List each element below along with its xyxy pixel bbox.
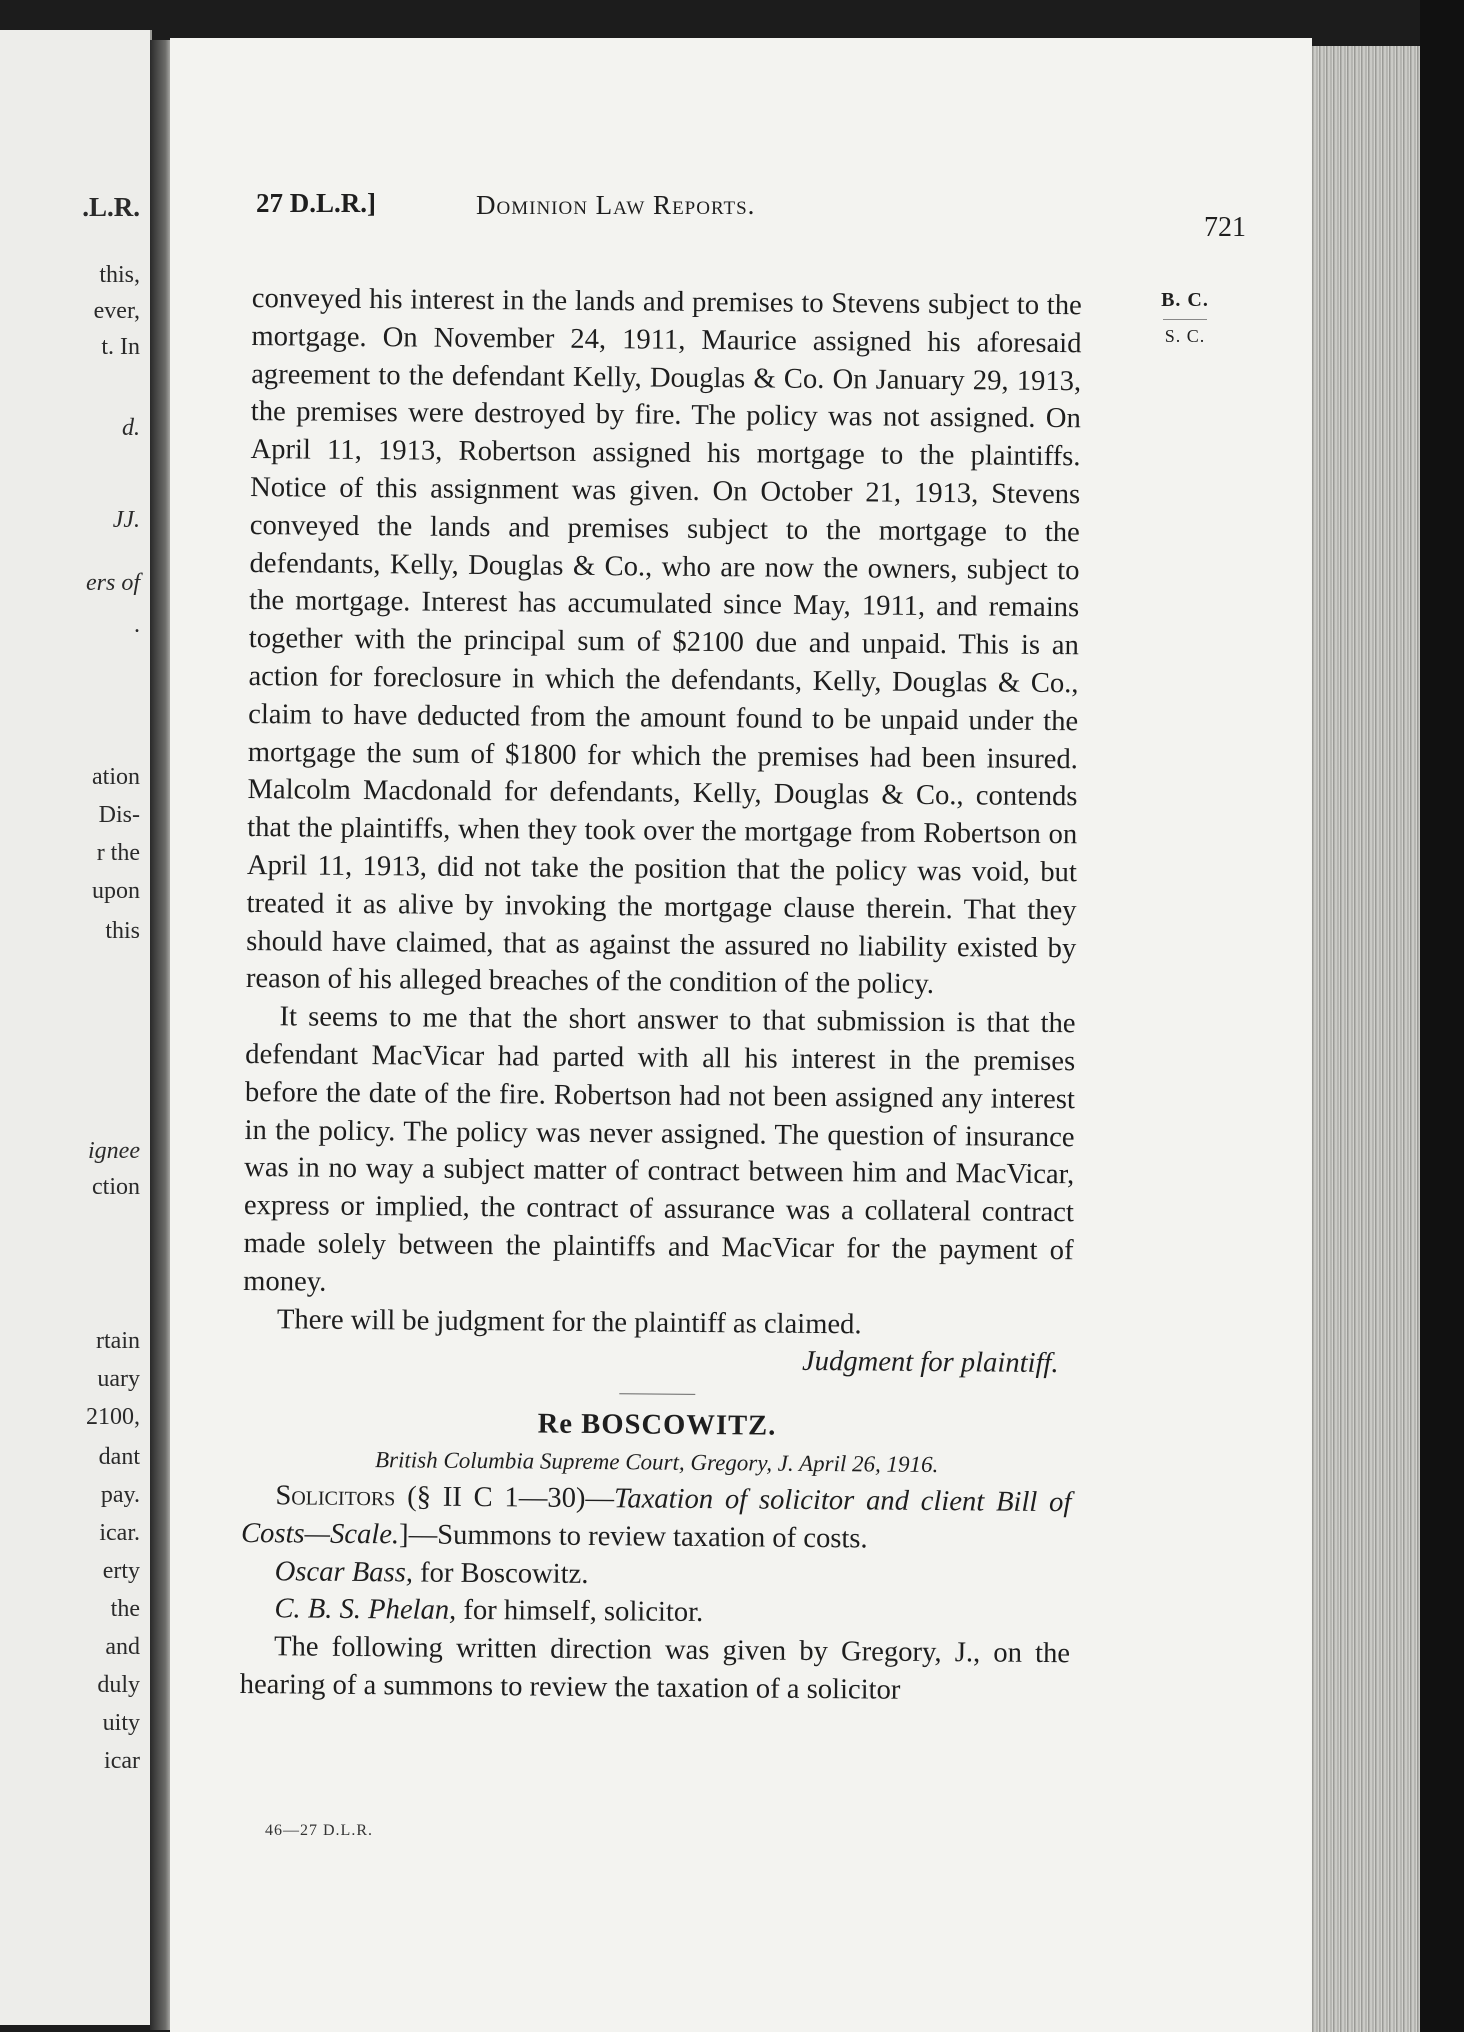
case-separator [619, 1393, 695, 1395]
left-page-fragment: and [105, 1634, 140, 1660]
paragraph-1: conveyed his interest in the lands and premises to Stevens subject to the mortgage. On November 24, 1911, Maurice assigned his aforesaid agreement to the defendant Kelly, Douglas & Co. On January 29, 1913, the premises were destroyed by fire. The policy was not assigned. On April 11, 1913, Robertson assigned his mortgage to the plaintiffs. Notice of this assignment was given. On October 21, 1913, Stevens conveyed the lands and premises subject to the mortgage to the defendants, Kelly, Douglas & Co., who are now the owners, subject to the mortgage. Interest has accumulated since May, 1911, and remains together with the principal sum of $2100 due and unpaid. This is an action for foreclosure in which the defendants, Kelly, Douglas & Co., claim to have deducted from the amount found to be unpaid under the mortgage the sum of $1800 for which the premises had been insured. Malcolm Macdonald for defendants, Kelly, Douglas & Co., contends that the plaintiffs, when they took over the mortgage from Robertson on April 11, 1913, did not take the position that the policy was void, but treated it as alive by invoking the mortgage clause therein. That they should have claimed, that as against the assured no liability existed by reason of his alleged breaches of the condition of the policy. [245, 282, 1082, 1001]
left-page-fragment: t. In [101, 334, 140, 360]
counsel-1-role: for Boscowitz. [412, 1556, 589, 1590]
left-page-fragment: uary [97, 1366, 140, 1392]
book-gutter [150, 40, 172, 2030]
margin-court: B. C. [1161, 289, 1209, 311]
body-text [240, 280, 1082, 1711]
left-page-fragment: this, [99, 262, 140, 288]
left-page-fragment: JJ. [112, 507, 140, 533]
margin-division: S. C. [1164, 326, 1206, 346]
left-page-fragment: rtain [96, 1328, 140, 1354]
left-page-fragment: this [105, 918, 140, 944]
report-title: Dominion Law Reports. [476, 190, 756, 220]
signature-mark: 46—27 D.L.R. [265, 1822, 373, 1839]
counsel-1-name: Oscar Bass, [274, 1555, 414, 1588]
volume-reference: 27 D.L.R.] [256, 188, 376, 218]
left-page-fragment: ers of [86, 570, 140, 596]
left-page-fragment: .L.R. [82, 192, 140, 222]
book-cover-edge [1420, 0, 1464, 2032]
left-page-fragment: duly [97, 1672, 140, 1698]
headnote [241, 1477, 1072, 1560]
left-page-fragment: 2100, [86, 1404, 140, 1430]
left-page-fragment: erty [102, 1558, 140, 1584]
left-page-fragment: icar. [99, 1520, 140, 1546]
left-page-fragment: . [134, 612, 140, 638]
headnote-ref: (§ II C 1—30)— [395, 1481, 615, 1515]
counsel-2-name: C. B. S. Phelan, [274, 1593, 457, 1627]
left-page-fragment: d. [122, 415, 140, 441]
margin-note [1150, 284, 1220, 352]
left-page-fragment: the [110, 1596, 140, 1622]
left-page-fragment: dant [98, 1444, 140, 1470]
judgment-line: Judgment for plaintiff. [801, 1346, 1059, 1380]
left-page-fragment: Dis- [98, 802, 140, 828]
left-facing-page [0, 30, 152, 2025]
headnote-subject: Taxation of solicitor and client Bill of Costs—Scale. [240, 1483, 1072, 1551]
page-number: 721 [1204, 212, 1246, 243]
left-page-fragment: ignee [88, 1138, 140, 1164]
headnote-summary: ]—Summons to review taxation of costs. [398, 1519, 868, 1555]
left-page-fragment: ction [92, 1174, 140, 1200]
page-edges [1312, 46, 1420, 2032]
headnote-topic: Solicitors [275, 1480, 396, 1513]
paragraph-4: The following written direction was given by Gregory, J., on the hearing of a summons to review the taxation of a solicitor [239, 1631, 1071, 1706]
running-header [256, 188, 1246, 243]
left-page-fragment: pay. [100, 1482, 140, 1508]
margin-rule [1163, 319, 1207, 320]
left-page-fragment: upon [92, 878, 140, 904]
left-page-fragment: r the [96, 840, 140, 866]
case-title: Re BOSCOWITZ. [537, 1408, 777, 1442]
left-page-fragment: ation [92, 764, 140, 790]
left-page-fragment: uity [102, 1710, 140, 1736]
counsel-2-role: for himself, solicitor. [456, 1595, 704, 1629]
paragraph-3: There will be judgment for the plaintiff as claimed. [276, 1303, 862, 1340]
left-page-fragment: icar [104, 1748, 140, 1774]
left-page-fragment: ever, [93, 298, 140, 324]
court-line: British Columbia Supreme Court, Gregory, J. April 26, 1916. [374, 1447, 939, 1477]
paragraph-2: It seems to me that the short answer to that submission is that the defendant MacVicar had parted with all his interest in the premises before the date of the fire. Robertson had not been assigned any interest in the policy. The policy was never assigned. The question of insurance was in no way a subject matter of contract between him and MacVicar, express or implied, the contract of assurance was a collateral contract made solely between the plaintiffs and MacVicar for the payment of money. [243, 1001, 1076, 1298]
